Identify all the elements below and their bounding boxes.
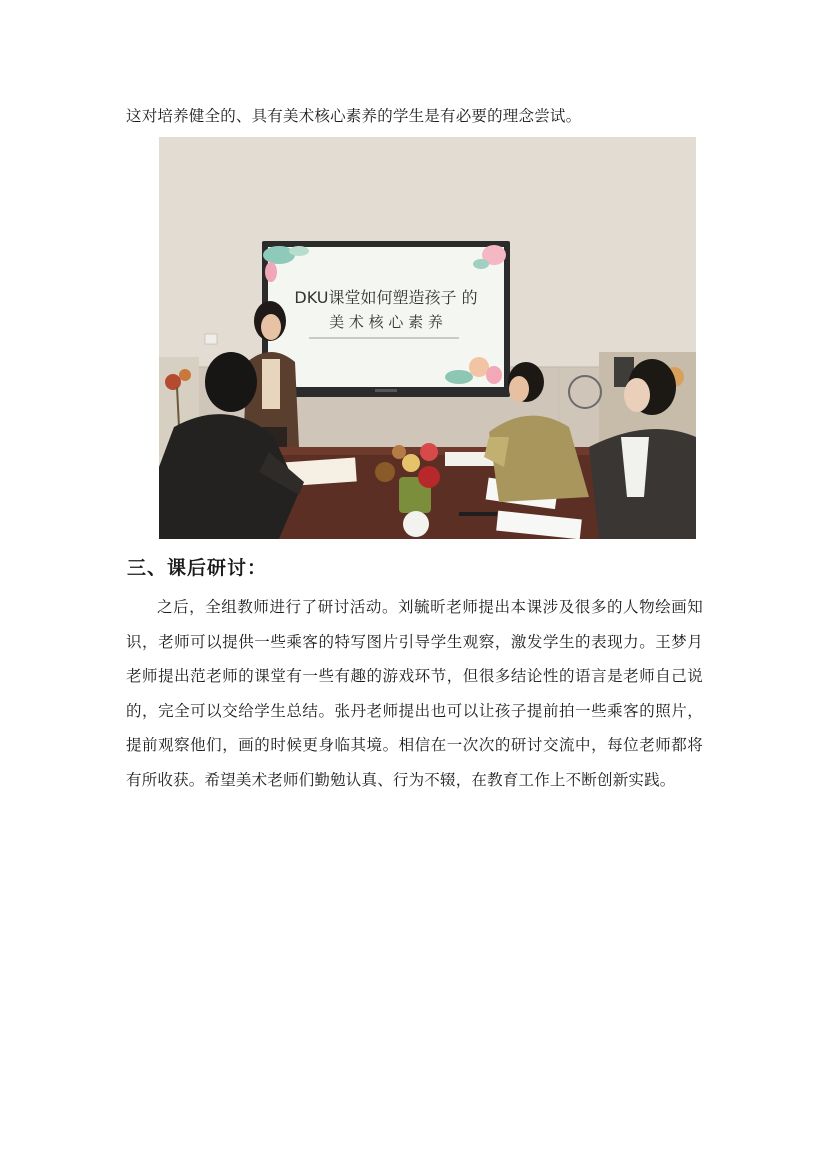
meeting-photo (159, 137, 696, 539)
screen-title-line2: 美 术 核 心 素 养 (329, 313, 443, 331)
body-paragraph: 之后，全组教师进行了研讨活动。刘毓昕老师提出本课涉及很多的人物绘画知识，老师可以提供一些乘客的特写图片引导学生观察，激发学生的表现力。王梦月老师提出范老师的课堂有一些有趣的游戏环节，但很多结论性的语言是老师自己说的，完全可以交给学生总结。张丹老师提出也可以让孩子提前拍一些乘客的照片，提前观察他们，画的时候更身临其境。相信在一次次的研讨交流中，每位老师都将有所收获。希望美术老师们勤勉认真、行为不辍，在教育工作上不断创新实践。 (126, 598, 703, 789)
presentation-screen (262, 241, 510, 397)
intro-line: 这对培养健全的、具有美术核心素养的学生是有必要的理念尝试。 (126, 107, 582, 125)
section-heading: 三、课后研讨： (127, 557, 268, 579)
screen-title-line1: DKU课堂如何塑造孩子 的 (294, 288, 478, 307)
